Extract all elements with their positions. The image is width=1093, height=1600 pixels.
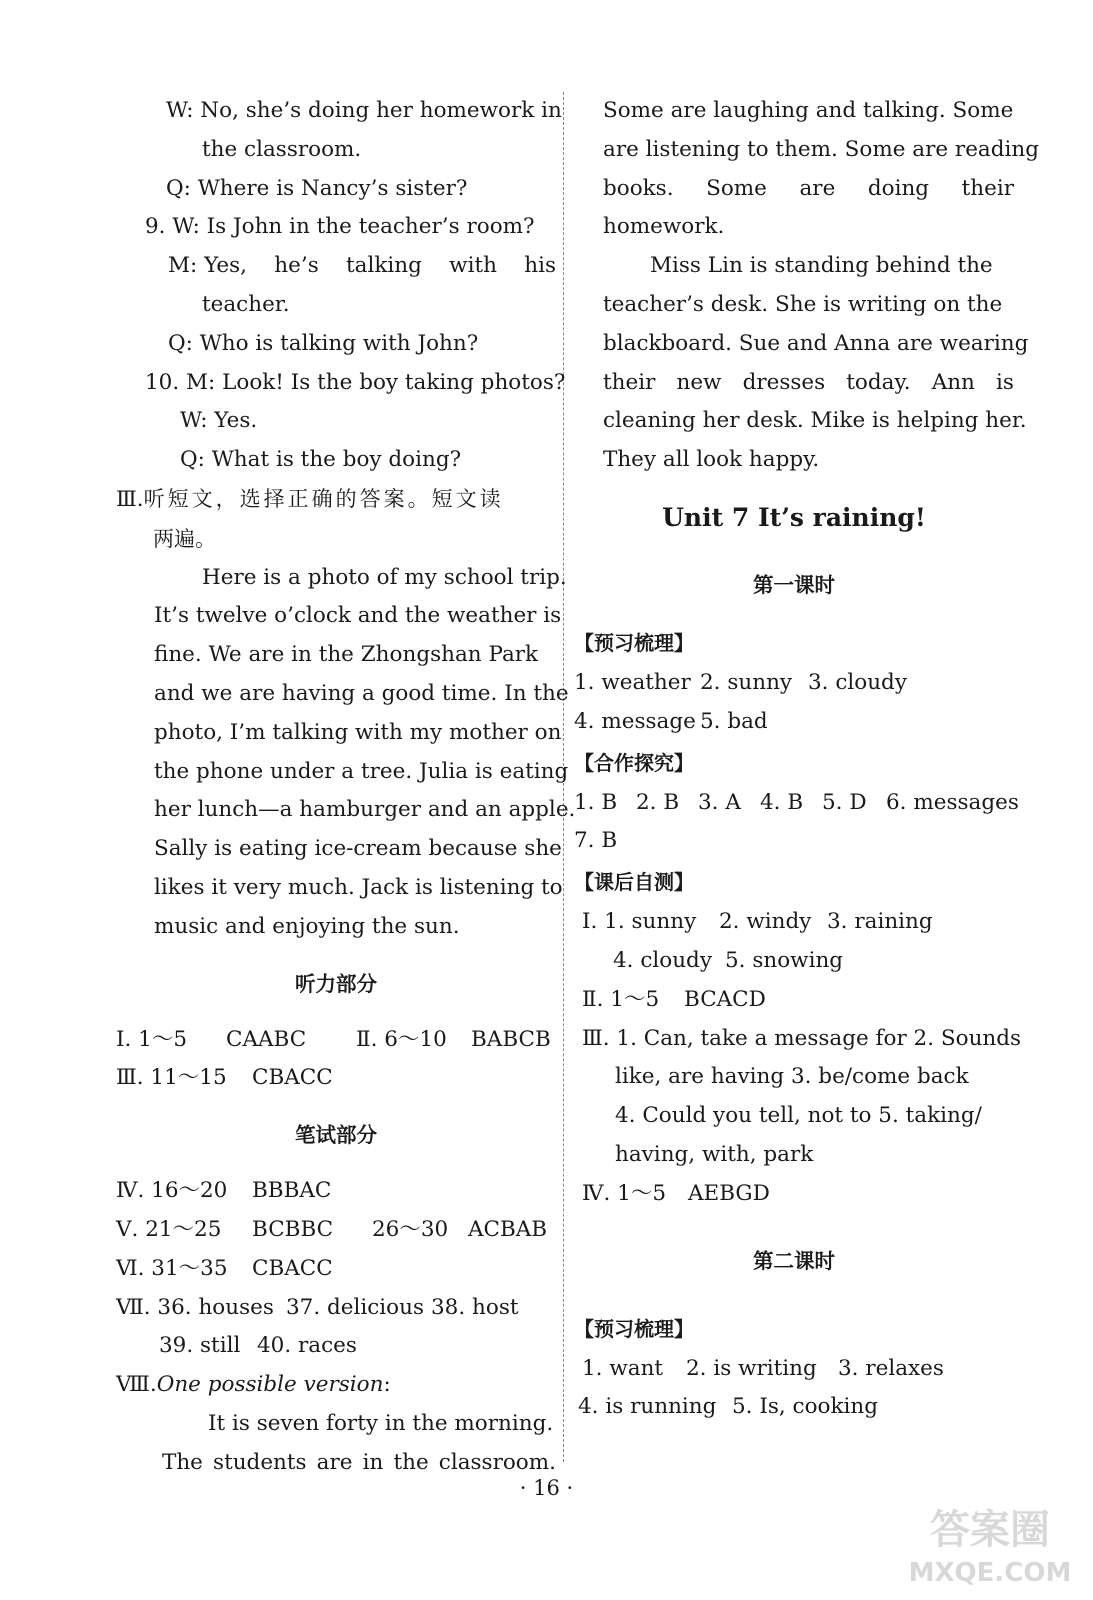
essay-line: homework. [603, 214, 725, 240]
answer-row: Ⅰ. 1. sunny 2. windy 3. raining [582, 909, 933, 935]
dialogue-line: Q: Where is Nancy’s sister? [166, 175, 468, 201]
dialogue-line: W: Yes. [180, 408, 258, 434]
answer-row: Ⅲ. 1. Can, take a message for 2. Sounds [582, 1025, 1022, 1051]
watermark-logo [905, 1495, 1075, 1590]
passage-line: music and enjoying the sun. [154, 913, 460, 939]
answer-row: 1. want 2. is writing 3. relaxes [582, 1355, 944, 1381]
preview-heading: 【预习梳理】 [574, 630, 694, 655]
dialogue-line: the classroom. [202, 136, 362, 162]
passage-line: her lunch—a hamburger and an apple. [154, 797, 576, 823]
self-test-heading: 【课后自测】 [574, 870, 694, 895]
passage-line: photo, I’m talking with my mother on [154, 719, 562, 745]
dialogue-line: 9. W: Is John in the teacher’s room? [145, 214, 535, 240]
passage-line: Here is a photo of my school trip. [202, 564, 567, 590]
watermark-top-text: 答案圈 [930, 1507, 1050, 1553]
passage-line: Sally is eating ice-cream because she [154, 836, 562, 862]
lesson-1-heading: 第一课时 [753, 572, 835, 597]
left-column [116, 92, 576, 1483]
dialogue-line: 10. M: Look! Is the boy taking photos? [145, 369, 566, 395]
answer-row: having, with, park [615, 1141, 814, 1167]
answer-row: Ⅱ. 1～5 BCACD [582, 986, 766, 1012]
essay-label: Ⅷ.One possible version: [116, 1372, 391, 1398]
answer-row: 4. message 5. bad [574, 708, 768, 734]
unit-title: Unit 7 It’s raining! [662, 502, 926, 532]
essay-line: books. Some are doing their [603, 175, 1014, 201]
lesson-2-heading: 第二课时 [753, 1248, 835, 1273]
answer-row: Ⅳ. 1～5 AEBGD [582, 1180, 770, 1206]
answer-row: like, are having 3. be/come back [615, 1064, 969, 1090]
essay-line: blackboard. Sue and Anna are wearing [603, 330, 1029, 356]
essay-line: They all look happy. [603, 447, 820, 473]
essay-line: teacher’s desk. She is writing on the [603, 291, 1003, 317]
answer-row: 1. weather 2. sunny 3. cloudy [574, 669, 907, 695]
passage-line: likes it very much. Jack is listening to [154, 874, 563, 900]
watermark-bottom-text: MXQE.COM [908, 1558, 1072, 1588]
answer-row: Ⅲ. 11～15 CBACC [116, 1065, 333, 1091]
answer-row: 4. cloudy 5. snowing [613, 947, 844, 973]
answer-row: 39. still 40. races [159, 1333, 357, 1359]
dialogue-line: M: Yes, he’s talking with his [168, 253, 556, 279]
answer-row: Ⅳ. 16～20 BBBAC [116, 1178, 332, 1204]
dialogue-line: teacher. [202, 291, 290, 317]
written-section-heading: 笔试部分 [295, 1123, 377, 1148]
answer-row: Ⅶ. 36. houses 37. delicious 38. host [116, 1294, 519, 1320]
essay-line: are listening to them. Some are reading [603, 136, 1039, 162]
passage-line: fine. We are in the Zhongshan Park [154, 642, 539, 668]
essay-line: The students are in the classroom. [162, 1449, 556, 1475]
answer-row: Ⅰ. 1～5 CAABC Ⅱ. 6～10 BABCB [116, 1026, 551, 1052]
dialogue-line: Q: Who is talking with John? [168, 330, 479, 356]
answer-row: 7. B [574, 828, 618, 854]
section-3-heading-cont: 两遍。 [153, 526, 216, 551]
essay-line: their new dresses today. Ann is [603, 369, 1014, 395]
page-number: · 16 · [519, 1476, 574, 1500]
answer-row: 1. B 2. B 3. A 4. B 5. D 6. messages [574, 789, 1019, 815]
passage-line: and we are having a good time. In the [154, 680, 569, 706]
essay-line: Miss Lin is standing behind the [650, 253, 993, 279]
cooperation-heading: 【合作探究】 [574, 750, 694, 775]
essay-line: It is seven forty in the morning. [208, 1410, 554, 1436]
dialogue-line: Q: What is the boy doing? [180, 447, 462, 473]
section-3-heading: Ⅲ.听短文，选择正确的答案。短文读 [116, 486, 504, 512]
essay-line: Some are laughing and talking. Some [603, 98, 1014, 123]
answer-row: Ⅴ. 21～25 BCBBC 26～30 ACBAB [116, 1216, 548, 1242]
passage-line: the phone under a tree. Julia is eating [154, 758, 569, 784]
dialogue-line: W: No, she’s doing her homework in [166, 98, 562, 123]
preview-heading-2: 【预习梳理】 [574, 1316, 694, 1341]
essay-line: cleaning her desk. Mike is helping her. [603, 408, 1027, 434]
answer-row: Ⅵ. 31～35 CBACC [116, 1255, 333, 1281]
listening-section-heading: 听力部分 [295, 971, 377, 996]
answer-row: 4. is running 5. Is, cooking [578, 1394, 878, 1420]
answer-row: 4. Could you tell, not to 5. taking/ [615, 1103, 982, 1129]
right-column [574, 92, 1039, 1427]
passage-line: It’s twelve o’clock and the weather is [154, 603, 562, 629]
